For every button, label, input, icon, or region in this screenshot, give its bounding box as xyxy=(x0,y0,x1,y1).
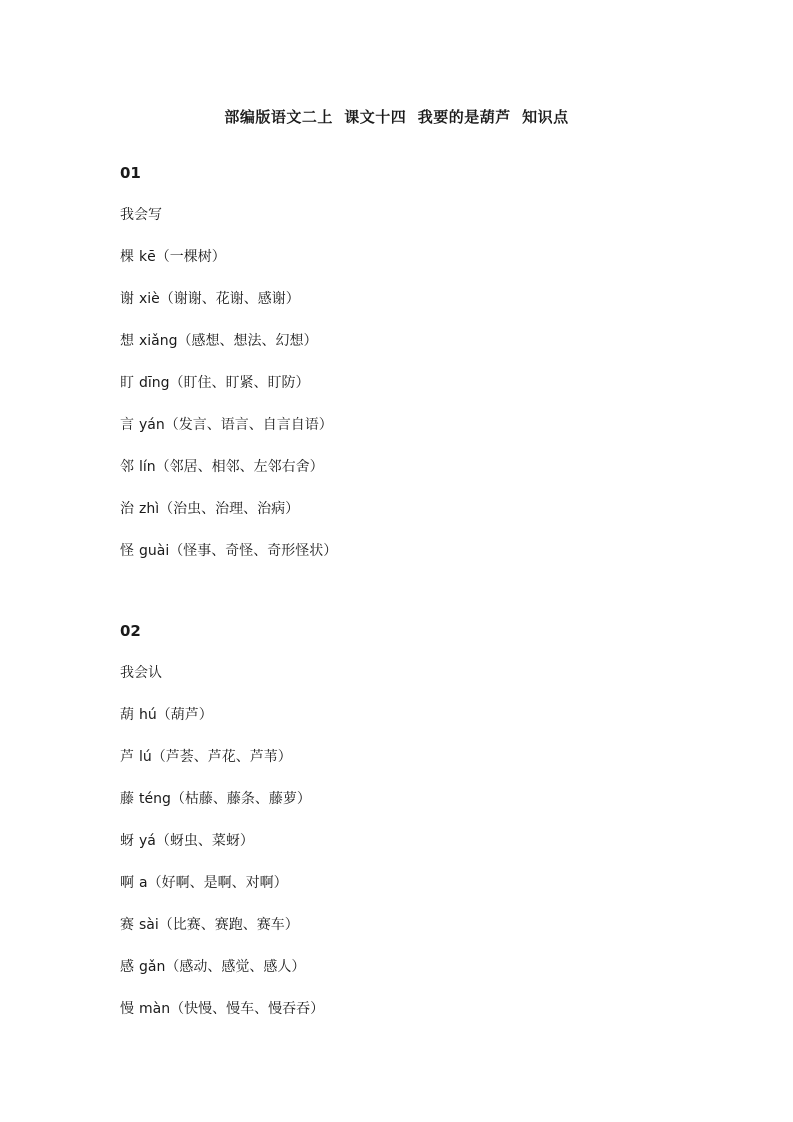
document-title: 部编版语文二上 课文十四 我要的是葫芦 知识点 xyxy=(224,108,569,126)
entry-examples: （比赛、赛跑、赛车） xyxy=(158,917,299,933)
entry-examples: （谢谢、花谢、感谢） xyxy=(159,291,300,307)
entry-character: 棵 xyxy=(120,249,134,265)
entry-pinyin: lín xyxy=(139,459,156,475)
character-entry xyxy=(120,456,720,478)
entry-examples: （感想、想法、幻想） xyxy=(177,333,318,349)
character-entry xyxy=(120,956,720,978)
entry-character: 蚜 xyxy=(120,833,134,849)
entry-examples: （治虫、治理、治病） xyxy=(159,501,300,517)
character-entry xyxy=(120,830,720,852)
entry-character: 啊 xyxy=(120,875,134,891)
entry-pinyin: yá xyxy=(139,833,156,849)
entry-character: 谢 xyxy=(120,291,134,307)
entry-character: 葫 xyxy=(120,707,134,723)
entry-character: 慢 xyxy=(120,1001,134,1017)
entry-examples: （盯住、盯紧、盯防） xyxy=(169,375,310,391)
entry-pinyin: hú xyxy=(139,707,157,723)
entry-pinyin: sài xyxy=(139,917,159,933)
character-entry xyxy=(120,372,720,394)
character-entry xyxy=(120,540,720,562)
entry-examples: （蚜虫、菜蚜） xyxy=(155,833,254,849)
character-entry xyxy=(120,288,720,310)
character-entry xyxy=(120,998,720,1020)
entry-examples: （枯藤、藤条、藤萝） xyxy=(170,791,311,807)
entry-examples: （感动、感觉、感人） xyxy=(165,959,306,975)
section-number: 02 xyxy=(120,622,141,640)
entry-character: 想 xyxy=(120,333,134,349)
section-recognize xyxy=(120,620,720,1020)
entry-examples: （一棵树） xyxy=(155,249,226,265)
character-entry xyxy=(120,330,720,352)
entry-pinyin: a xyxy=(139,875,148,891)
character-entry xyxy=(120,788,720,810)
entry-examples: （发言、语言、自言自语） xyxy=(164,417,333,433)
section-heading: 我会认 xyxy=(120,665,162,681)
entry-character: 怪 xyxy=(120,543,134,559)
entry-pinyin: kē xyxy=(139,249,156,265)
entry-examples: （快慢、慢车、慢吞吞） xyxy=(170,1001,325,1017)
entry-list xyxy=(120,704,720,1020)
section-heading: 我会写 xyxy=(120,207,162,223)
character-entry xyxy=(120,914,720,936)
entry-pinyin: xiè xyxy=(139,291,160,307)
entry-examples: （邻居、相邻、左邻右舍） xyxy=(155,459,324,475)
section-write xyxy=(120,162,720,562)
entry-examples: （好啊、是啊、对啊） xyxy=(147,875,288,891)
entry-pinyin: guài xyxy=(139,543,170,559)
character-entry xyxy=(120,704,720,726)
section-number: 01 xyxy=(120,164,141,182)
character-entry xyxy=(120,872,720,894)
character-entry xyxy=(120,498,720,520)
entry-examples: （芦荟、芦花、芦苇） xyxy=(151,749,292,765)
entry-list xyxy=(120,246,720,562)
character-entry xyxy=(120,414,720,436)
entry-character: 芦 xyxy=(120,749,134,765)
entry-character: 邻 xyxy=(120,459,134,475)
entry-pinyin: lú xyxy=(139,749,152,765)
entry-pinyin: gǎn xyxy=(139,959,166,975)
character-entry xyxy=(120,746,720,768)
character-entry xyxy=(120,246,720,268)
entry-pinyin: yán xyxy=(139,417,165,433)
entry-examples: （怪事、奇怪、奇形怪状） xyxy=(169,543,338,559)
entry-pinyin: zhì xyxy=(139,501,160,517)
entry-examples: （葫芦） xyxy=(156,707,213,723)
entry-pinyin: xiǎng xyxy=(139,333,178,349)
entry-pinyin: téng xyxy=(139,791,171,807)
entry-character: 盯 xyxy=(120,375,134,391)
entry-character: 治 xyxy=(120,501,134,517)
entry-pinyin: màn xyxy=(139,1001,171,1017)
entry-character: 藤 xyxy=(120,791,134,807)
entry-character: 言 xyxy=(120,417,134,433)
entry-character: 感 xyxy=(120,959,134,975)
entry-pinyin: dīng xyxy=(139,375,170,391)
entry-character: 赛 xyxy=(120,917,134,933)
